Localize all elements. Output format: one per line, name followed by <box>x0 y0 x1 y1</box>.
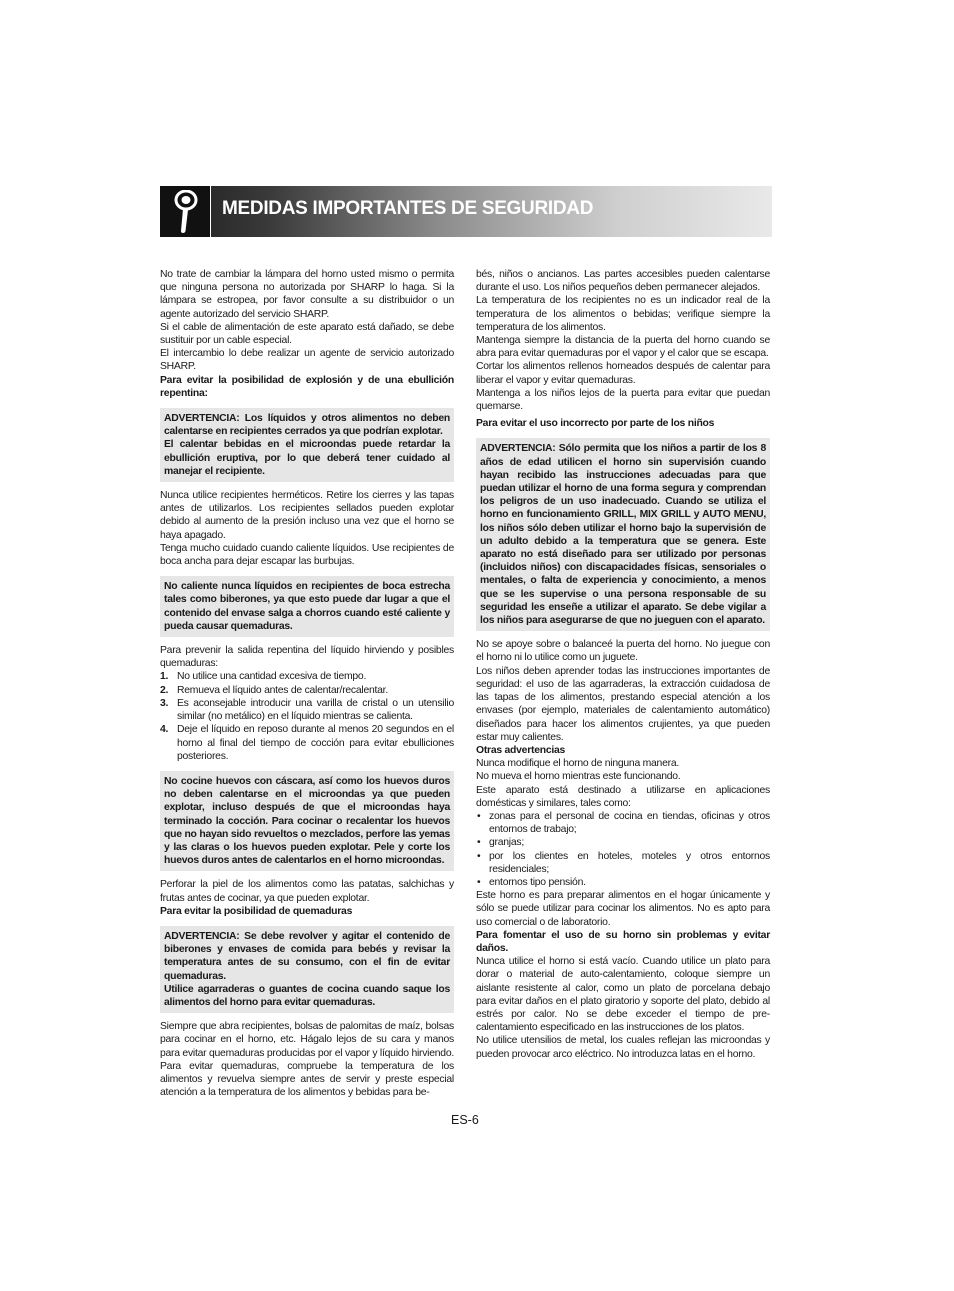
list-item: • granjas; <box>477 837 524 849</box>
left-column <box>160 268 454 1099</box>
header-icon-box <box>160 186 211 237</box>
paragraph: La temperatura de los recipientes no es un indicador real de la temperatura de los alimentos o bebidas; verifique siempre la temperatura de los alimentos. <box>476 295 770 333</box>
paragraph: Cortar los alimentos rellenos horneados después de calentar para liberar el vapor y evitar quemaduras. <box>476 361 770 386</box>
paragraph: No trate de cambiar la lámpara del horno usted mismo o permita que ninguna persona no autorizada por SHARP lo haga. Si la lámpara se estropea, por favor consulte a su distribuidor o un agente autorizado del servicio SHARP. <box>160 269 454 320</box>
paragraph: Siempre que abra recipientes, bolsas de palomitas de maíz, bolsas para cocinar en el horno, etc. Hágalo lejos de su cara y manos para evitar quemaduras producidas por el vapor y líquido hirviendo. <box>160 1021 454 1059</box>
paragraph: Tenga mucho cuidado cuando caliente líquidos. Use recipientes de boca ancha para dejar escapar las burbujas. <box>160 542 454 568</box>
warning-text: ADVERTENCIA: Se debe revolver y agitar el contenido de biberones y envases de comida para bebés y revisar la temperatura antes de su consumo, con el fin de evitar quemaduras. <box>164 930 450 982</box>
paragraph: Perforar la piel de los alimentos como las patatas, salchichas y frutas antes de cocinar, ya que pueden explotar. <box>160 879 454 904</box>
warning-text: Utilice agarraderas o guantes de cocina cuando saque los alimentos del horno para evitar quemaduras. <box>164 983 450 1008</box>
paragraph: El intercambio lo debe realizar un agente de servicio autorizado SHARP. <box>160 348 454 373</box>
list-item: • entornos tipo pensión. <box>477 876 586 888</box>
numbered-list <box>160 670 454 762</box>
paragraph: Nunca utilice recipientes herméticos. Retire los cierres y las tapas antes de utilizarlos. Los recipientes sellados pueden explotar debido al aumento de la presión incluso una vez que el horno se haya apagado. <box>160 490 454 541</box>
warning-text: No caliente nunca líquidos en recipientes de boca estrecha tales como biberones, ya que esto puede dar lugar a que el contenido del envase salga a chorros cuando esté caliente y pueda causar quemaduras. <box>164 581 450 632</box>
paragraph: No utilice utensilios de metal, los cuales reflejan las microondas y pueden provocar arco eléctrico. No introduzca latas en el horno. <box>476 1035 770 1060</box>
warning-text: ADVERTENCIA: Los líquidos y otros alimentos no deben calentarse en recipientes cerrados ya que podrían explotar. <box>164 413 450 438</box>
warning-box <box>476 438 770 631</box>
section-header <box>160 186 772 237</box>
paragraph: Este aparato está destinado a utilizarse en aplicaciones domésticas y similares, tales como: <box>476 784 770 809</box>
page-number: ES-6 <box>451 1113 479 1127</box>
warning-box <box>160 926 454 1013</box>
warning-text: No cocine huevos con cáscara, así como los huevos duros no deben calentarse en el microondas ya que pueden explotar, incluso después de que el microondas haya terminado la cocción. Para cocinar o recalentar los huevos que no hayan sido revueltos o mezclados, perfore las yemas y las claras o los huevos pueden explotar. Pele y corte los huevos duros antes de calentarlos en el horno microondas. <box>164 775 450 867</box>
paragraph: Si el cable de alimentación de este aparato está dañado, se debe sustituir por un cable especial. <box>160 321 454 347</box>
paragraph: No mueva el horno mientras este funcionando. <box>476 771 681 783</box>
page-title: MEDIDAS IMPORTANTES DE SEGURIDAD <box>222 198 594 219</box>
list-item: 1. No utilice una cantidad excesiva de tiempo. <box>160 671 367 683</box>
right-column <box>476 268 770 1061</box>
section-heading: Para evitar la posibilidad de quemaduras <box>160 905 353 917</box>
paragraph: Los niños deben aprender todas las instrucciones importantes de seguridad: el uso de las agarraderas, la extracción cuidadosa de las tapas de los alimentos, prestando especial atención a los envases (por ejemplo, materiales de calentamiento automático) diseñados para hacer los alimentos crujientes, ya que pueden estar muy calientes. <box>476 665 770 743</box>
warning-pin-icon <box>170 190 200 234</box>
warning-text: El calentar bebidas en el microondas puede retardar la ebullición eruptiva, por lo que deberá tener cuidado al manejar el recipiente. <box>164 439 450 477</box>
paragraph: bés, niños o ancianos. Las partes accesibles pueden calentarse durante el uso. Los niños pequeños deben permanecer alejados. <box>476 269 770 294</box>
bullet-list <box>476 810 770 889</box>
section-heading: Para evitar la posibilidad de explosión y de una ebullición repentina: <box>160 374 454 399</box>
warning-box <box>160 408 454 482</box>
warning-box <box>160 771 454 871</box>
paragraph: Para evitar quemaduras, compruebe la temperatura de los alimentos y revuelva siempre antes de servir y preste especial atención a la temperatura de los alimentos y bebidas para be- <box>160 1060 454 1099</box>
paragraph: Este horno es para preparar alimentos en el hogar únicamente y sólo se puede utilizar para cocinar los alimentos. No es apto para uso comercial o de laboratorio. <box>476 890 770 928</box>
section-heading: Para evitar el uso incorrecto por parte de los niños <box>476 418 715 430</box>
list-item: 4. Deje el líquido en reposo durante al menos 20 segundos en el horno al final del tiempo de cocción para evitar ebulliciones posteriores. <box>160 724 454 762</box>
section-heading: Para fomentar el uso de su horno sin problemas y evitar daños. <box>476 929 770 954</box>
list-item: 3. Es aconsejable introducir una varilla de cristal o un utensilio similar (no metálico) en el líquido mientras se calienta. <box>160 697 454 723</box>
paragraph: Mantenga a los niños lejos de la puerta para evitar que puedan quemarse. <box>476 387 770 413</box>
paragraph: Para prevenir la salida repentina del líquido hirviendo y posibles quemaduras: <box>160 645 454 670</box>
paragraph: No se apoye sobre o balanceé la puerta del horno. No juegue con el horno ni lo utilice como un juguete. <box>476 639 770 664</box>
list-item: • por los clientes en hoteles, moteles y otros entornos residenciales; <box>477 850 770 875</box>
paragraph: Nunca utilice el horno si está vacío. Cuando utilice un plato para dorar o material de auto-calentamiento, coloque siempre un aislante resistente al calor, como un plato de porcelana debajo para evitar daños en el plato giratorio y soporte del plato, debido al estrés por calor. No se debe exceder el tiempo de pre-calentamiento especificado en las instrucciones de los platos. <box>476 956 770 1034</box>
list-item: 2. Remueva el líquido antes de calentar/recalentar. <box>160 684 388 696</box>
section-heading: Otras advertencias <box>476 744 566 756</box>
paragraph: Nunca modifique el horno de ninguna manera. <box>476 758 679 770</box>
warning-box <box>160 576 454 637</box>
list-item: • zonas para el personal de cocina en tiendas, oficinas y otros entornos de trabajo; <box>477 810 770 836</box>
paragraph: Mantenga siempre la distancia de la puerta del horno cuando se abra para evitar quemaduras por el vapor y el calor que se escapa. <box>476 335 770 360</box>
warning-text: ADVERTENCIA: Sólo permita que los niños a partir de los 8 años de edad utilicen el horno sin supervisión cuando hayan recibido las instrucciones adecuadas para que puedan utilizar el horno de una forma segura y comprendan los peligros de un uso inadecuado. Cuando se utiliza el horno en funcionamiento GRILL, MIX GRILL y AUTO MENU, los niños sólo deben utilizar el horno bajo la supervisión de un adulto debido a la temperatura que se genera. Este aparato no está diseñado para ser utilizado por personas (incluidos niños) con discapacidades físicas, sensoriales o mentales, o falta de experiencia y conocimiento, a menos que se les supervise o una persona responsable de su seguridad les enseñe a utilizar el aparato. Se debe vigilar a los niños para asegurarse de que no jueguen con el aparato. <box>480 443 766 627</box>
